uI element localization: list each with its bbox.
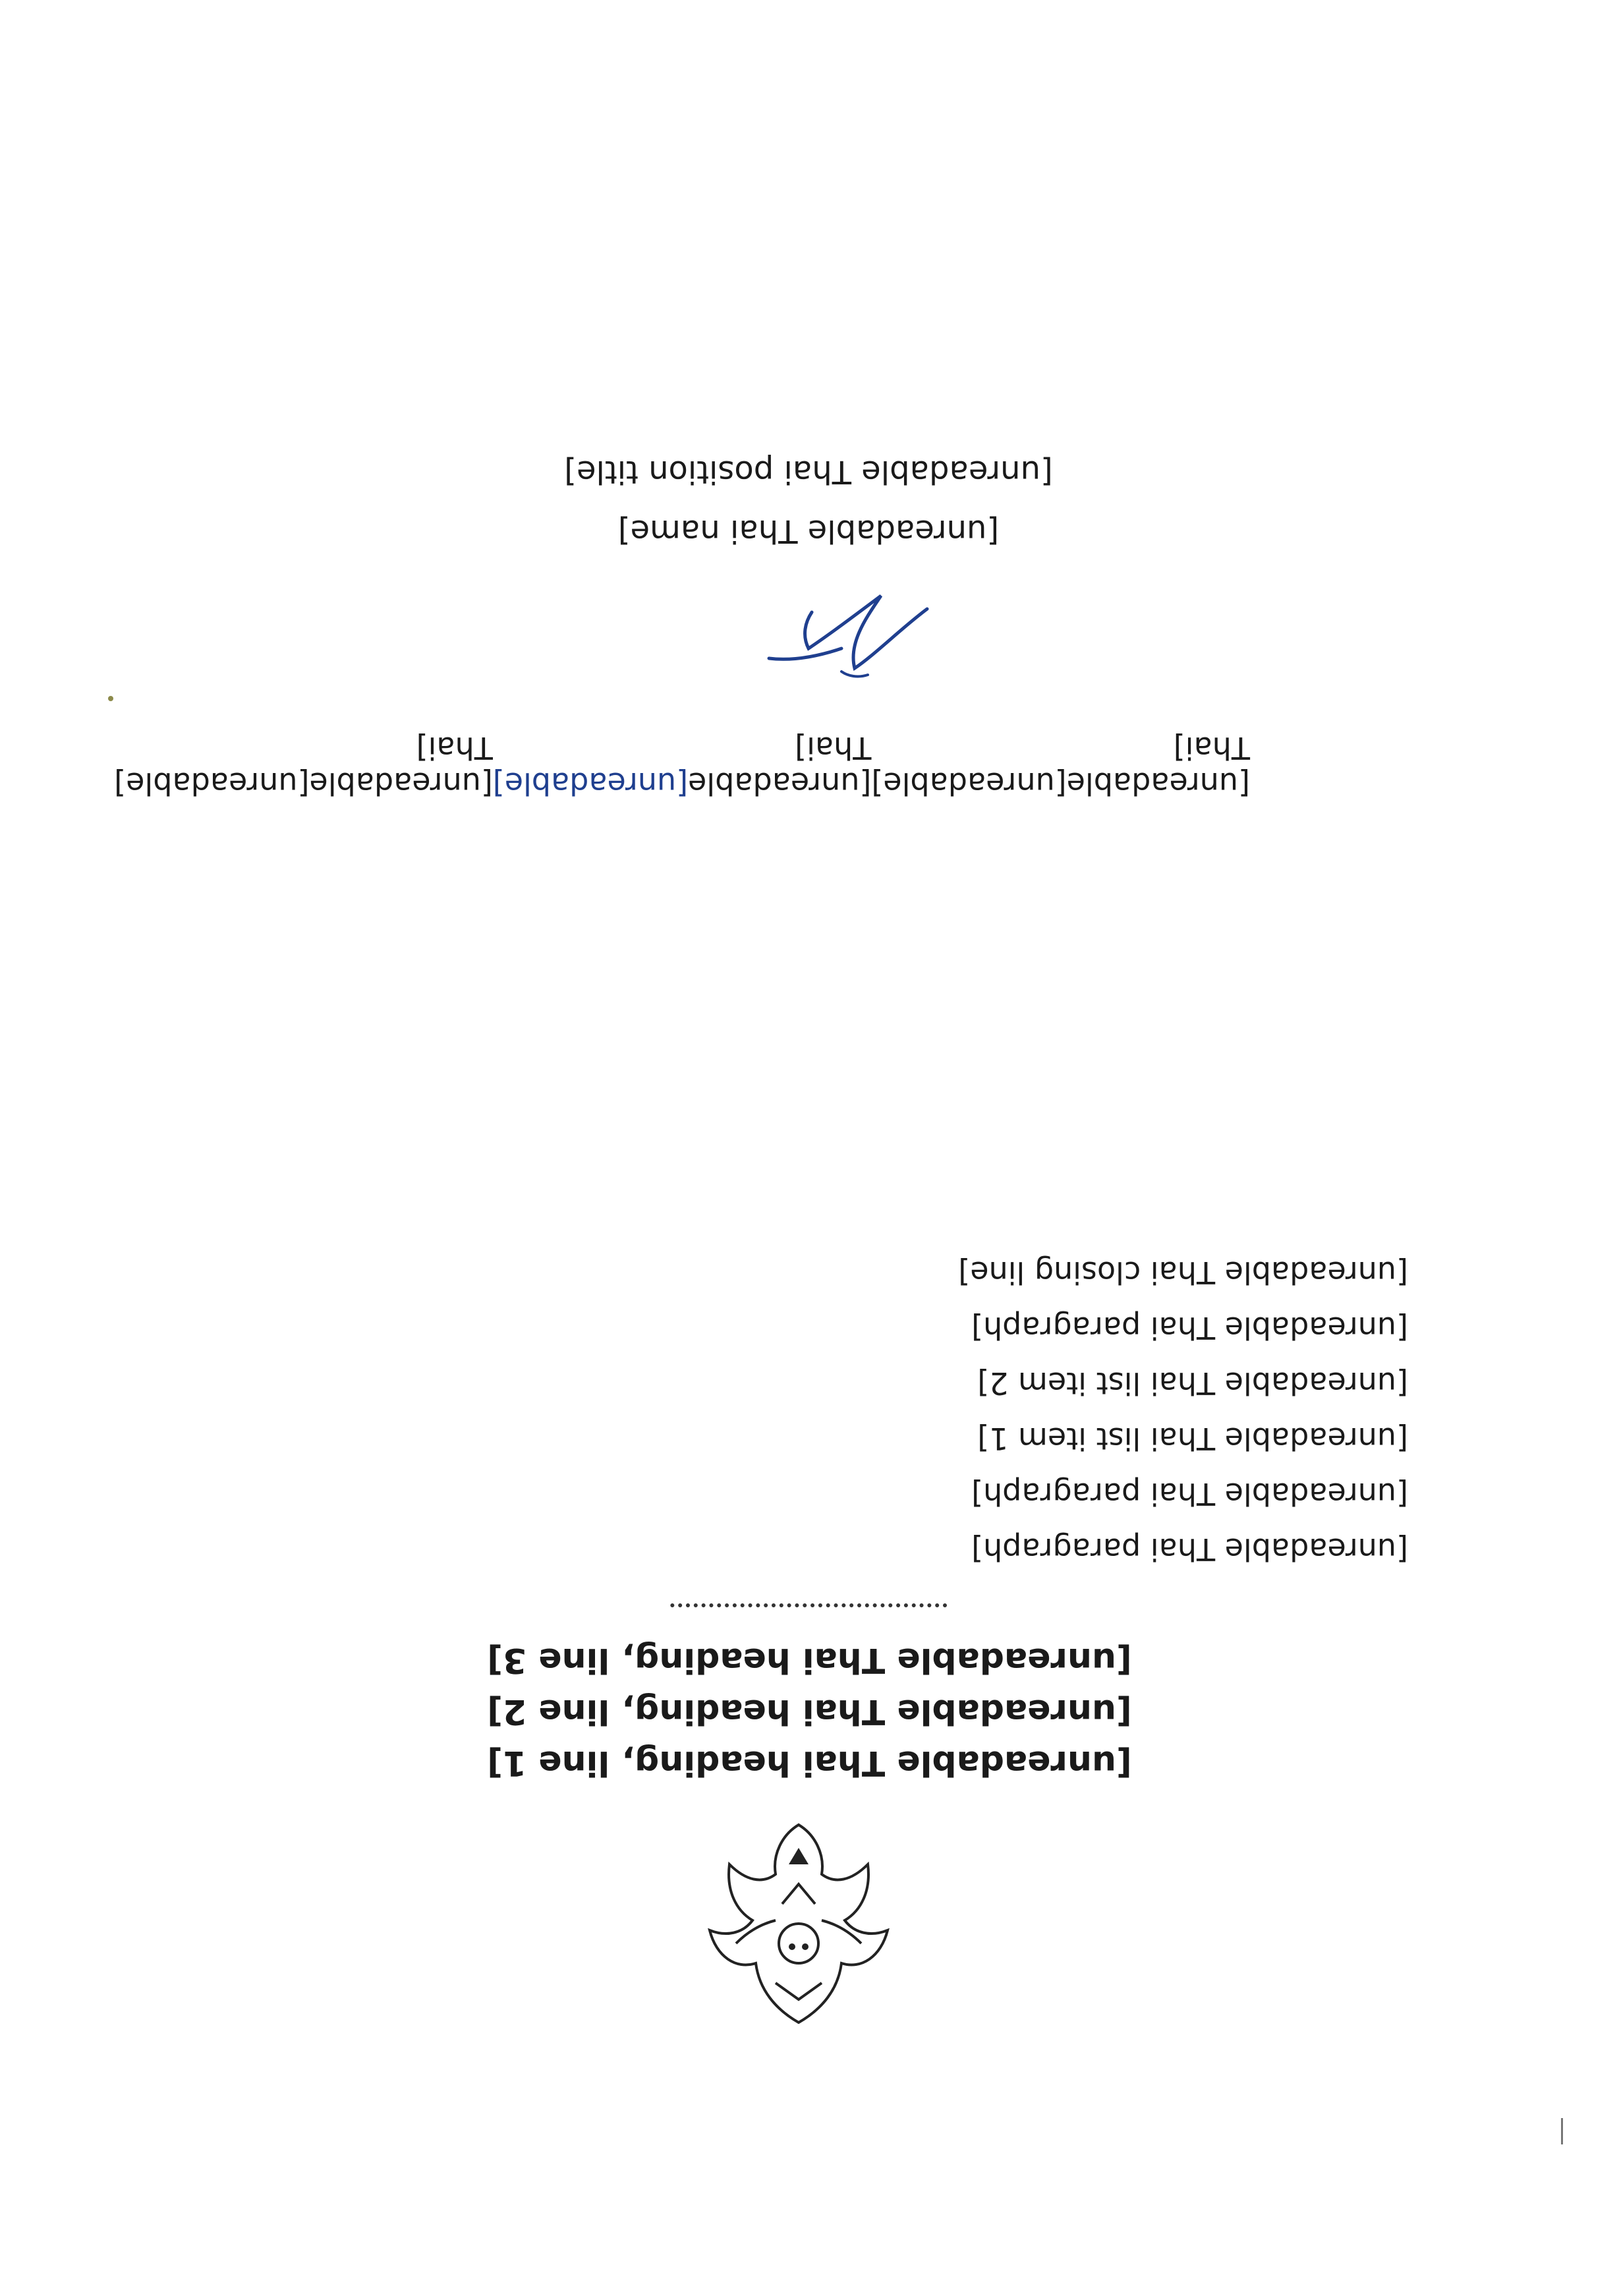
closing-line: [unreadable Thai closing line] [958, 1255, 1408, 1290]
scan-speck [108, 696, 113, 701]
document-title [264, 1634, 1355, 1789]
title-line-3: [unreadable Thai heading, line 3] [487, 1640, 1132, 1680]
list-item-1: [unreadable Thai list item 1] [977, 1421, 1408, 1456]
paragraph-3: [unreadable Thai paragraph] [971, 1310, 1408, 1346]
signer-position: [unreadable Thai position title] [564, 453, 1053, 490]
date-day-value: [unreadable] [492, 766, 689, 801]
title-line-1: [unreadable Thai heading, line 1] [487, 1743, 1132, 1783]
date-year: [unreadable] [114, 766, 310, 801]
garuda-emblem-icon [696, 1818, 901, 2036]
paragraph-2: [unreadable Thai paragraph] [971, 1476, 1408, 1512]
dotted-separator [670, 1603, 947, 1607]
paragraph-1: [unreadable Thai paragraph] [971, 1532, 1408, 1567]
date-month: [unreadable Thai] [309, 730, 493, 801]
date-day-number: [unreadable] [871, 766, 1067, 801]
document-body [117, 1239, 1500, 1571]
list-item-2: [unreadable Thai list item 2] [977, 1365, 1408, 1401]
announcement-date [114, 730, 1250, 801]
date-day-label: [unreadable Thai] [688, 730, 872, 801]
date-label: [unreadable Thai] [1066, 730, 1250, 801]
title-line-2: [unreadable Thai heading, line 2] [487, 1692, 1132, 1731]
handwritten-signature [749, 576, 947, 695]
scan-mark [1561, 2118, 1563, 2144]
signer-name: [unreadable Thai name] [617, 513, 1000, 550]
